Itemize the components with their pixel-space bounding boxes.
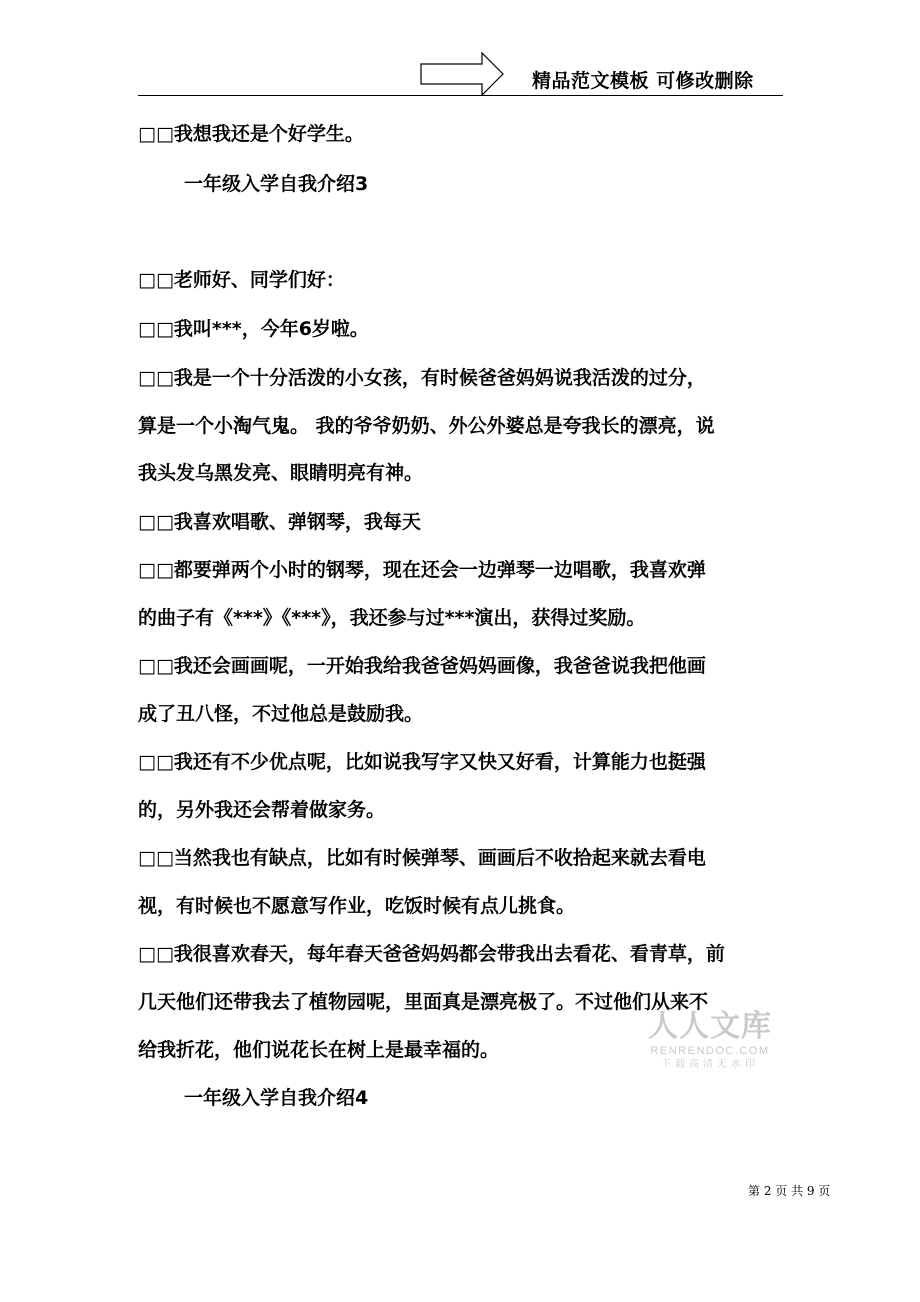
watermark-subtitle: 下载高清无水印 (661, 1059, 759, 1070)
watermark-url: RENRENDOC.COM (650, 1045, 770, 1057)
body-line: 算是一个小淘气鬼。 我的爷爷奶奶、外公外婆总是夸我长的漂亮，说 (138, 415, 715, 437)
body-line: 成了丑八怪，不过他总是鼓励我。 (138, 703, 424, 725)
section-heading: 一年级入学自我介绍3 (184, 173, 369, 195)
body-line: □□当然我也有缺点，比如有时候弹琴、画画后不收拾起来就去看电 (138, 847, 706, 869)
header-divider (138, 95, 783, 96)
body-line: 给我折花，他们说花长在树上是最幸福的。 (138, 1039, 500, 1061)
body-line: 几天他们还带我去了植物园呢，里面真是漂亮极了。不过他们从来不 (138, 991, 709, 1013)
body-line: □□我还会画画呢，一开始我给我爸爸妈妈画像，我爸爸说我把他画 (138, 655, 706, 677)
body-line: 我头发乌黑发亮、眼睛明亮有神。 (138, 462, 424, 484)
page-number: 第 2 页 共 9 页 (748, 1184, 831, 1198)
body-line: □□我是一个十分活泼的小女孩，有时候爸爸妈妈说我活泼的过分， (138, 367, 706, 389)
header-arrow-icon (420, 52, 504, 96)
body-line: □□老师好、同学们好： (138, 269, 345, 291)
body-line: □□都要弹两个小时的钢琴，现在还会一边弹琴一边唱歌，我喜欢弹 (138, 559, 706, 581)
section-heading: 一年级入学自我介绍4 (184, 1087, 369, 1109)
body-line: □□我很喜欢春天，每年春天爸爸妈妈都会带我出去看花、看青草，前 (138, 943, 725, 965)
watermark-logo-text: 人人文库 (648, 1009, 772, 1044)
body-line: □□我喜欢唱歌、弹钢琴，我每天 (138, 511, 421, 533)
watermark (640, 1010, 780, 1072)
body-line: □□我想我还是个好学生。 (138, 123, 364, 145)
body-line: 的，另外我还会帮着做家务。 (138, 799, 386, 821)
body-line: □□我叫***，今年6岁啦。 (138, 318, 369, 340)
body-line: 的曲子有《***》《***》，我还参与过***演出，获得过奖励。 (138, 607, 646, 629)
header-title: 精品范文模板 可修改删除 (532, 70, 754, 92)
body-line: □□我还有不少优点呢，比如说我写字又快又好看，计算能力也挺强 (138, 751, 706, 773)
body-line: 视，有时候也不愿意写作业，吃饭时候有点儿挑食。 (138, 895, 576, 917)
